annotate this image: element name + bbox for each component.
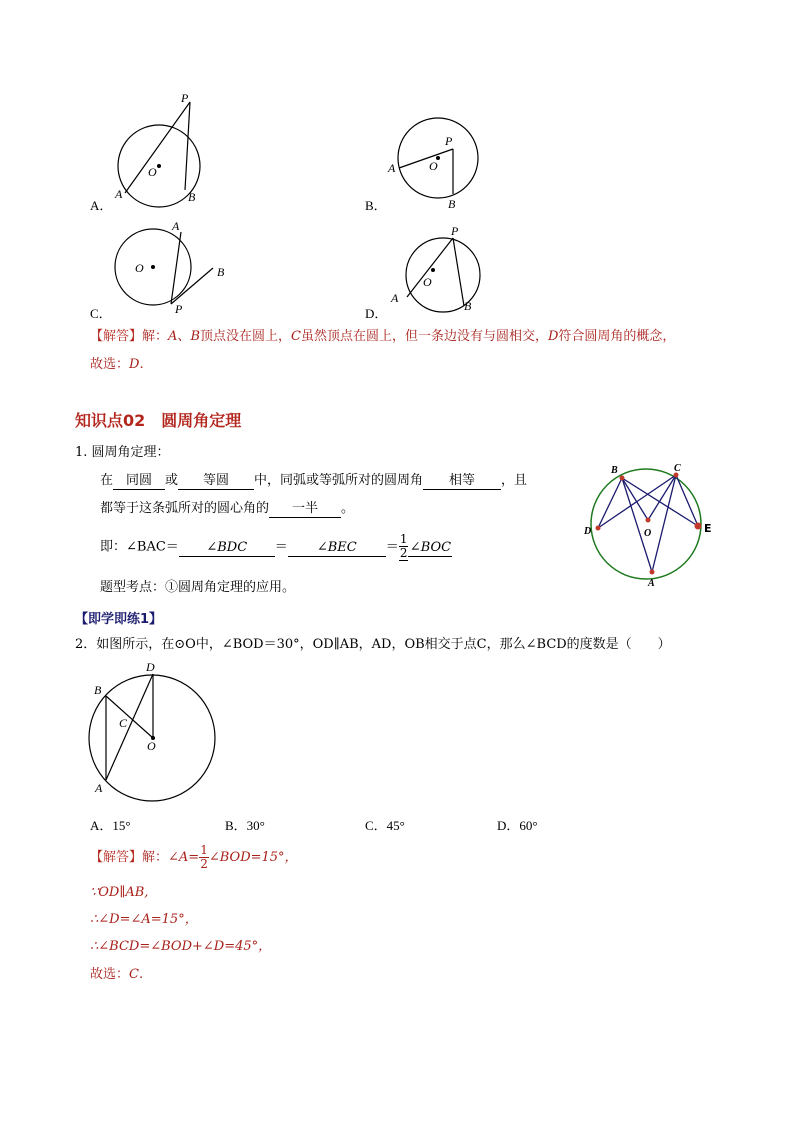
label-a: A [388, 161, 396, 175]
q2-answer-line-3: ∴∠D=∠A=15°， [90, 912, 198, 927]
label-e: E [704, 522, 712, 535]
label-a: A [648, 578, 655, 589]
frac-denominator: 2 [200, 857, 208, 871]
theorem-number: 1. [75, 445, 88, 460]
practice-tag: 【即学即练1】 [75, 612, 163, 627]
q2-stem: 2．如图所示，在⊙O中，∠BOD＝30°，OD∥AB，AD，OB相交于点C，那么∠BCD的度数是（ ） [75, 637, 671, 652]
figure-option-d [385, 222, 515, 317]
q2-option-a[interactable]: A．15° [90, 818, 131, 833]
answer-text: 顶点没在圆上， [200, 329, 292, 344]
answer-var: B [190, 329, 200, 344]
label-p: P [451, 224, 459, 238]
theorem-text: 。 [341, 501, 355, 516]
label-a: A [391, 291, 399, 305]
label-b: B [94, 683, 102, 697]
figure-q2 [85, 658, 225, 798]
theorem-kaodian: 题型考点：①圆周角定理的应用。 [100, 580, 296, 595]
theorem-text: 中，同弧或等弧所对的圆周角 [254, 473, 424, 488]
prev-answer [90, 329, 730, 373]
option-a-label: A． [90, 198, 113, 213]
answer-text: ∠A= [168, 850, 200, 865]
label-o: O [135, 261, 144, 275]
blank-7: ∠BOC [409, 539, 452, 555]
figure-theorem [580, 458, 720, 593]
label-o: O [147, 739, 156, 753]
label-a: A [115, 187, 123, 201]
answer-text: 虽然顶点在圆上，但一条边没有与圆相交， [300, 329, 548, 344]
theorem-line-2 [100, 501, 580, 518]
label-p: P [445, 134, 453, 148]
answer-text: 故选： [90, 967, 130, 982]
theorem-text: 或 [165, 473, 179, 488]
answer-text: 、 [177, 329, 191, 344]
answer-var: D [547, 329, 559, 344]
label-c: C [119, 716, 128, 730]
option-c-label: C． [90, 306, 112, 321]
label-o: O [148, 165, 157, 179]
frac-numerator: 1 [399, 532, 408, 546]
label-b: B [464, 299, 472, 313]
theorem-text: 都等于这条弧所对的圆心角的 [100, 501, 270, 516]
label-o: O [644, 528, 652, 539]
label-b: B [448, 197, 456, 211]
theorem-line-3 [100, 533, 580, 561]
fraction-half [399, 533, 409, 561]
section-title: 知识点02 圆周角定理 [75, 411, 242, 430]
answer-text: ∠BOD=15°， [208, 850, 298, 865]
answer-choice: C [129, 967, 139, 982]
q2-answer-line-2: ∵OD∥AB, [90, 885, 149, 900]
label-a: A [172, 219, 180, 233]
answer-text: 故选： [90, 357, 130, 372]
answer-var: C [291, 329, 301, 344]
answer-text: 符合圆周角的概念， [558, 329, 676, 344]
figure-option-a [105, 88, 215, 213]
frac-denominator: 2 [399, 546, 408, 560]
theorem-text: 在 [100, 473, 114, 488]
theorem-text: ，且 [501, 473, 528, 488]
answer-var: A [168, 329, 178, 344]
blank-6: ∠BEC [288, 540, 386, 557]
answer-text: . [138, 967, 144, 982]
theorem-text: ＝ [274, 539, 288, 555]
theorem-text: ＝ [385, 539, 399, 555]
theorem-line-1 [100, 473, 580, 490]
blank-4: 一半 [269, 501, 341, 518]
option-d-label: D． [365, 306, 388, 321]
blank-1: 同圆 [113, 473, 165, 490]
blank-3: 相等 [423, 473, 501, 490]
blank-2: 等圆 [178, 473, 254, 490]
label-o: O [423, 275, 432, 289]
q2-option-d[interactable]: D．60° [497, 818, 538, 833]
answer-lead: 解： [142, 850, 169, 865]
theorem-name: 圆周角定理： [91, 445, 170, 460]
label-d: D [146, 660, 155, 674]
answer-tag: 【解答】 [90, 329, 143, 344]
theorem-heading [75, 445, 170, 461]
answer-choice: D [129, 357, 140, 372]
option-b-label: B． [365, 198, 387, 213]
label-a: A [95, 781, 103, 795]
frac-numerator: 1 [200, 843, 208, 857]
answer-tag: 【解答】 [90, 850, 143, 865]
label-c: C [674, 463, 681, 474]
q2-option-c[interactable]: C．45° [365, 818, 405, 833]
label-b: B [611, 465, 618, 476]
q2-answer-line-4: ∴∠BCD=∠BOD+∠D=45°， [90, 939, 272, 954]
label-b: B [217, 265, 225, 279]
label-p: P [181, 91, 189, 105]
q2-answer-line-1 [90, 844, 298, 871]
figure-option-b [385, 112, 485, 212]
answer-text: . [139, 357, 144, 372]
label-p: P [175, 302, 183, 316]
theorem-text: 即：∠BAC＝ [100, 539, 179, 555]
label-d: D [584, 526, 592, 537]
figure-option-c [105, 220, 235, 315]
label-o: O [429, 159, 438, 173]
fraction-half [199, 844, 209, 871]
label-b: B [188, 190, 196, 204]
blank-5: ∠BDC [179, 540, 275, 557]
answer-lead: 解： [142, 329, 169, 344]
q2-answer-line-5 [90, 967, 143, 983]
q2-option-b[interactable]: B．30° [225, 818, 265, 833]
